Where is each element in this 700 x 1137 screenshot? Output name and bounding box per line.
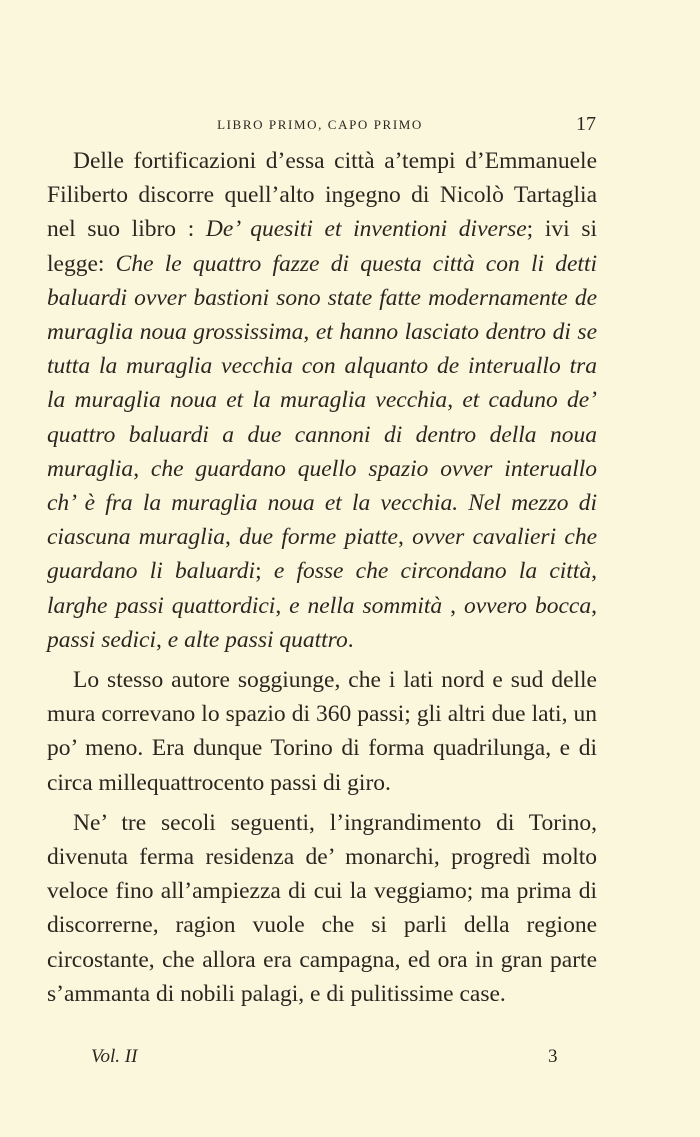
signature-mark: 3 bbox=[548, 1046, 558, 1067]
text-run: , bbox=[275, 592, 290, 619]
text-run: , bbox=[397, 524, 413, 551]
italic-quotation: e fosse che circondano la città bbox=[273, 558, 592, 585]
text-run: , bbox=[591, 558, 597, 585]
text-run: , bbox=[447, 387, 463, 414]
italic-quotation: et hanno lasciato dentro di se tutta la muraglia vecchia con alquanto de interuallo tra la muraglia noua et la muraglia vecchia bbox=[47, 319, 598, 414]
italic-quotation: ovver cavalieri che guardano li baluardi bbox=[47, 524, 597, 585]
running-title: LIBRO PRIMO, CAPO PRIMO bbox=[217, 117, 423, 132]
running-head bbox=[0, 113, 700, 137]
italic-quotation: e alte passi quattro bbox=[167, 626, 348, 653]
paragraph bbox=[47, 663, 597, 800]
text-run: , bbox=[224, 524, 240, 551]
text-run: , bbox=[591, 592, 597, 619]
text-run: , bbox=[303, 319, 316, 346]
paragraph bbox=[47, 806, 597, 1011]
text-run: Delle fortificazioni d’essa città a’tempi d’Emmanuele Filiberto discorre quell’alto ingegno di Nicolò Tartaglia nel suo libro : bbox=[47, 148, 597, 243]
italic-quotation: et caduno de’ quattro baluardi a due cannoni di dentro della noua muraglia bbox=[47, 387, 597, 482]
volume-signature: Vol. II bbox=[91, 1046, 138, 1067]
page-footer bbox=[0, 1046, 700, 1072]
italic-quotation: Che le quattro fazze di questa città con li detti baluardi ovver bastioni sono state fatte modernamente de muraglia noua grossissima bbox=[47, 250, 597, 346]
text-run: , bbox=[442, 592, 464, 619]
text-run: Lo stesso autore soggiunge, che i lati nord e sud delle mura correvano lo spazio di 360 passi; gli altri due lati, un po’ meno. Era dunque Torino di forma quadrilunga, e di circa millequattrocento passi di giro. bbox=[47, 667, 597, 796]
text-run: Ne’ tre secoli seguenti, l’ingrandimento di Torino, divenuta ferma residenza de’ monarchi, progredì molto veloce fino all’ampiezza di cui la veggiamo; ma prima di discorrerne, ragion vuole che si parli della regione circostante, che allora era campagna, ed ora in gran parte s’ammanta di nobili palagi, e di pulitissime case. bbox=[47, 809, 597, 1007]
page-number: 17 bbox=[576, 113, 596, 135]
italic-quotation: passi sedici bbox=[47, 626, 157, 653]
italic-quotation: che guardano quello spazio ovver interuallo ch’ è fra la muraglia noua et la vecchia. Nel mezzo di ciascuna muraglia bbox=[47, 455, 598, 551]
italic-quotation: due forme piatte bbox=[239, 524, 398, 551]
text-run: , bbox=[133, 455, 151, 482]
italic-quotation: De’ quesiti et inventioni diverse bbox=[205, 216, 527, 243]
text-run: , bbox=[156, 626, 168, 653]
italic-quotation: e nella sommità bbox=[289, 592, 443, 619]
text-run: . bbox=[347, 626, 354, 653]
body-text bbox=[47, 144, 597, 1017]
text-run: ; bbox=[255, 558, 274, 585]
italic-quotation: larghe passi quattordici bbox=[47, 592, 276, 619]
paragraph bbox=[47, 144, 597, 657]
text-run: ; ivi si legge: bbox=[47, 216, 597, 277]
italic-quotation: ovvero bocca bbox=[463, 592, 592, 619]
